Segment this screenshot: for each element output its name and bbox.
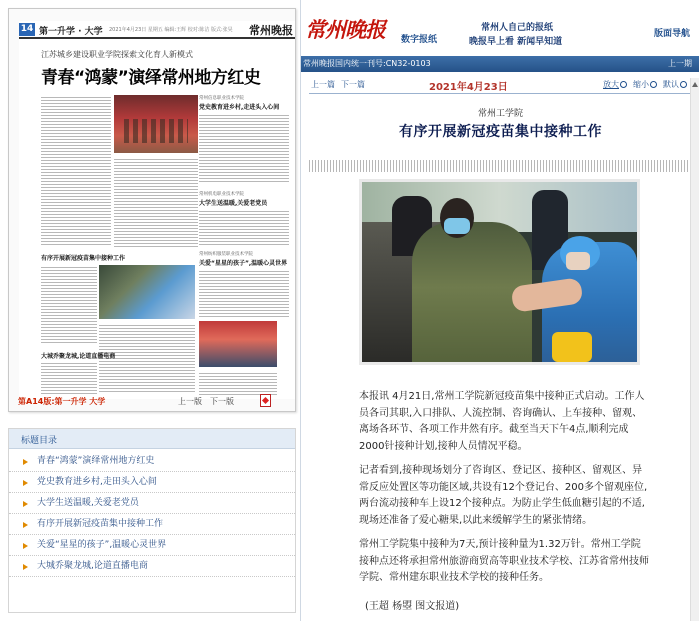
toc-list	[9, 451, 295, 577]
page-number-badge: 14	[20, 24, 34, 34]
page-masthead: 常州晚报	[249, 24, 293, 37]
edition-label: 第A14版:第一升学 大学	[18, 397, 106, 406]
bullet-icon	[23, 543, 28, 549]
side-headline[interactable]: 关爱“星星的孩子”,温暖心灵世界	[199, 260, 288, 267]
page-kicker: 江苏城乡建设职业学院探索文化育人新模式	[41, 50, 193, 59]
page-date-line: 2021年4月23日 星期五 编辑:王辉 校对:陈洁 版式:张昊	[109, 27, 233, 33]
next-article-link[interactable]: 下一篇	[341, 80, 365, 89]
byline: (王超 杨曌 图文报道)	[365, 601, 460, 612]
toc-item[interactable]	[9, 472, 295, 493]
zoom-out-button[interactable]	[633, 79, 657, 90]
logo-subtitle: 数字报纸	[401, 35, 438, 45]
text-block	[41, 265, 97, 345]
toc-item-label: 有序开展新冠疫苗集中接种工作	[37, 519, 164, 529]
page-headline[interactable]: 青春“鸿蒙”演绎常州地方红史	[41, 68, 261, 88]
article-paragraph: 常州工学院集中接种为7天,预计接种量为1.32万针。常州工学院接种点还将承担常州旅游商贸高等职业技术学校、江苏省常州技师学院、常州建东职业技术学校的接种任务。	[359, 539, 649, 583]
page-header	[19, 21, 295, 39]
page-photo-vaccine[interactable]	[99, 265, 195, 319]
page-preview-frame[interactable]	[8, 8, 296, 412]
side-kicker: 常州机电职业技术学院	[199, 192, 244, 197]
toc-item[interactable]	[9, 514, 295, 535]
bullet-icon	[23, 480, 28, 486]
text-block	[199, 269, 289, 317]
toc-title: 标题目录	[21, 436, 58, 446]
toc-item[interactable]	[9, 556, 295, 577]
logo[interactable]: 常州晚报	[305, 17, 385, 42]
slogan-line: 常州人自己的报纸	[481, 23, 554, 33]
next-edition-link[interactable]: 下一版	[210, 397, 234, 406]
toc-item-label: 关爱“星星的孩子”,温暖心灵世界	[37, 540, 167, 550]
banner	[301, 0, 699, 52]
side-headline[interactable]: 党史教育进乡村,走进头入心间	[199, 104, 280, 111]
zoom-in-label: 放大	[603, 80, 619, 89]
article-paragraph: 记者看到,接种现场划分了咨询区、登记区、接种区、留观区、异常反应处置区等功能区域,共设有12个登记台、200多个留观座位,两台流动接种车上设12个接种点。为防止学生低血糖引起的不适,现场还准备了爱心糖果,以此来缓解学生的紧张情绪。	[359, 465, 648, 526]
right-panel	[300, 0, 699, 621]
title-directory	[8, 428, 296, 613]
page-footer	[10, 392, 286, 410]
issue-date: 2021年4月23日	[429, 82, 508, 93]
toc-item-label: 党史教育进乡村,走田头入心间	[37, 477, 157, 487]
scroll-up-icon[interactable]	[692, 82, 698, 87]
article-kicker: 常州工学院	[477, 109, 523, 119]
prev-article-link[interactable]: 上一篇	[311, 80, 335, 89]
page-photo-event[interactable]	[199, 321, 277, 367]
toc-item[interactable]	[9, 535, 295, 556]
divider	[309, 93, 691, 94]
bullet-icon	[23, 522, 28, 528]
prev-issue-link[interactable]: 上一期	[668, 59, 692, 68]
article-toolbar	[301, 78, 699, 92]
left-panel	[0, 0, 300, 621]
zoom-default-button[interactable]	[663, 79, 687, 90]
bullet-icon	[23, 459, 28, 465]
photo-container	[552, 332, 592, 362]
zoom-in-button[interactable]	[603, 79, 627, 90]
bullet-icon	[23, 564, 28, 570]
text-block	[41, 95, 111, 245]
publication-number: 常州晚报国内统一刊号:CN32-0103	[303, 59, 431, 68]
page-photo-stage[interactable]	[114, 95, 198, 153]
page-thumbnail[interactable]	[19, 21, 295, 399]
toc-item-label: 大学生送温暖,关爱老党员	[37, 498, 139, 508]
page-article-headline[interactable]: 大城乔聚龙城,论道直播电商	[41, 353, 116, 360]
toc-item-label: 青春“鸿蒙”演绎常州地方红史	[37, 456, 155, 466]
layout-nav-link[interactable]: 版面导航	[653, 29, 690, 39]
slogan-line: 晚报早上看 新闻早知道	[469, 37, 563, 47]
scrollbar[interactable]	[690, 78, 699, 621]
zoom-out-icon	[650, 81, 657, 88]
text-block	[199, 209, 289, 247]
article-title: 有序开展新冠疫苗集中接种工作	[399, 124, 602, 140]
page-article-headline[interactable]: 有序开展新冠疫苗集中接种工作	[41, 255, 126, 262]
side-kicker: 常州纺织服装职业技术学院	[199, 252, 253, 257]
toc-item-label: 大城乔聚龙城,论道直播电商	[37, 561, 148, 571]
toc-item[interactable]	[9, 451, 295, 472]
text-block	[199, 113, 289, 183]
text-block	[114, 157, 198, 247]
side-kicker: 常州信息职业技术学院	[199, 96, 244, 101]
slogan	[461, 20, 601, 46]
text-block	[41, 361, 97, 395]
divider	[309, 160, 691, 172]
toc-item[interactable]	[9, 493, 295, 514]
zoom-default-icon	[680, 81, 687, 88]
article-photo	[359, 179, 640, 365]
pdf-icon[interactable]	[260, 394, 271, 407]
bullet-icon	[23, 501, 28, 507]
page-section-label: 第一升学 · 大学	[39, 27, 103, 37]
toc-header	[9, 429, 295, 449]
zoom-out-label: 缩小	[633, 80, 649, 89]
side-headline[interactable]: 大学生送温暖,关爱老党员	[199, 200, 268, 207]
photo-nurse-face	[566, 252, 590, 270]
zoom-in-icon	[620, 81, 627, 88]
nav-bar	[301, 56, 699, 72]
zoom-default-label: 默认	[663, 80, 679, 89]
prev-edition-link[interactable]: 上一版	[178, 397, 202, 406]
article-paragraph: 本报讯 4月21日,常州工学院新冠疫苗集中接种正式启动。工作人员各司其职,入口排队、人流控制、咨询确认、上车接种、留观、离场各环节、各项工作井然有序。截至当天下午4点,顺利完成2000针接种计划,接种人员情况平稳。	[359, 391, 645, 452]
photo-mask	[444, 218, 470, 234]
